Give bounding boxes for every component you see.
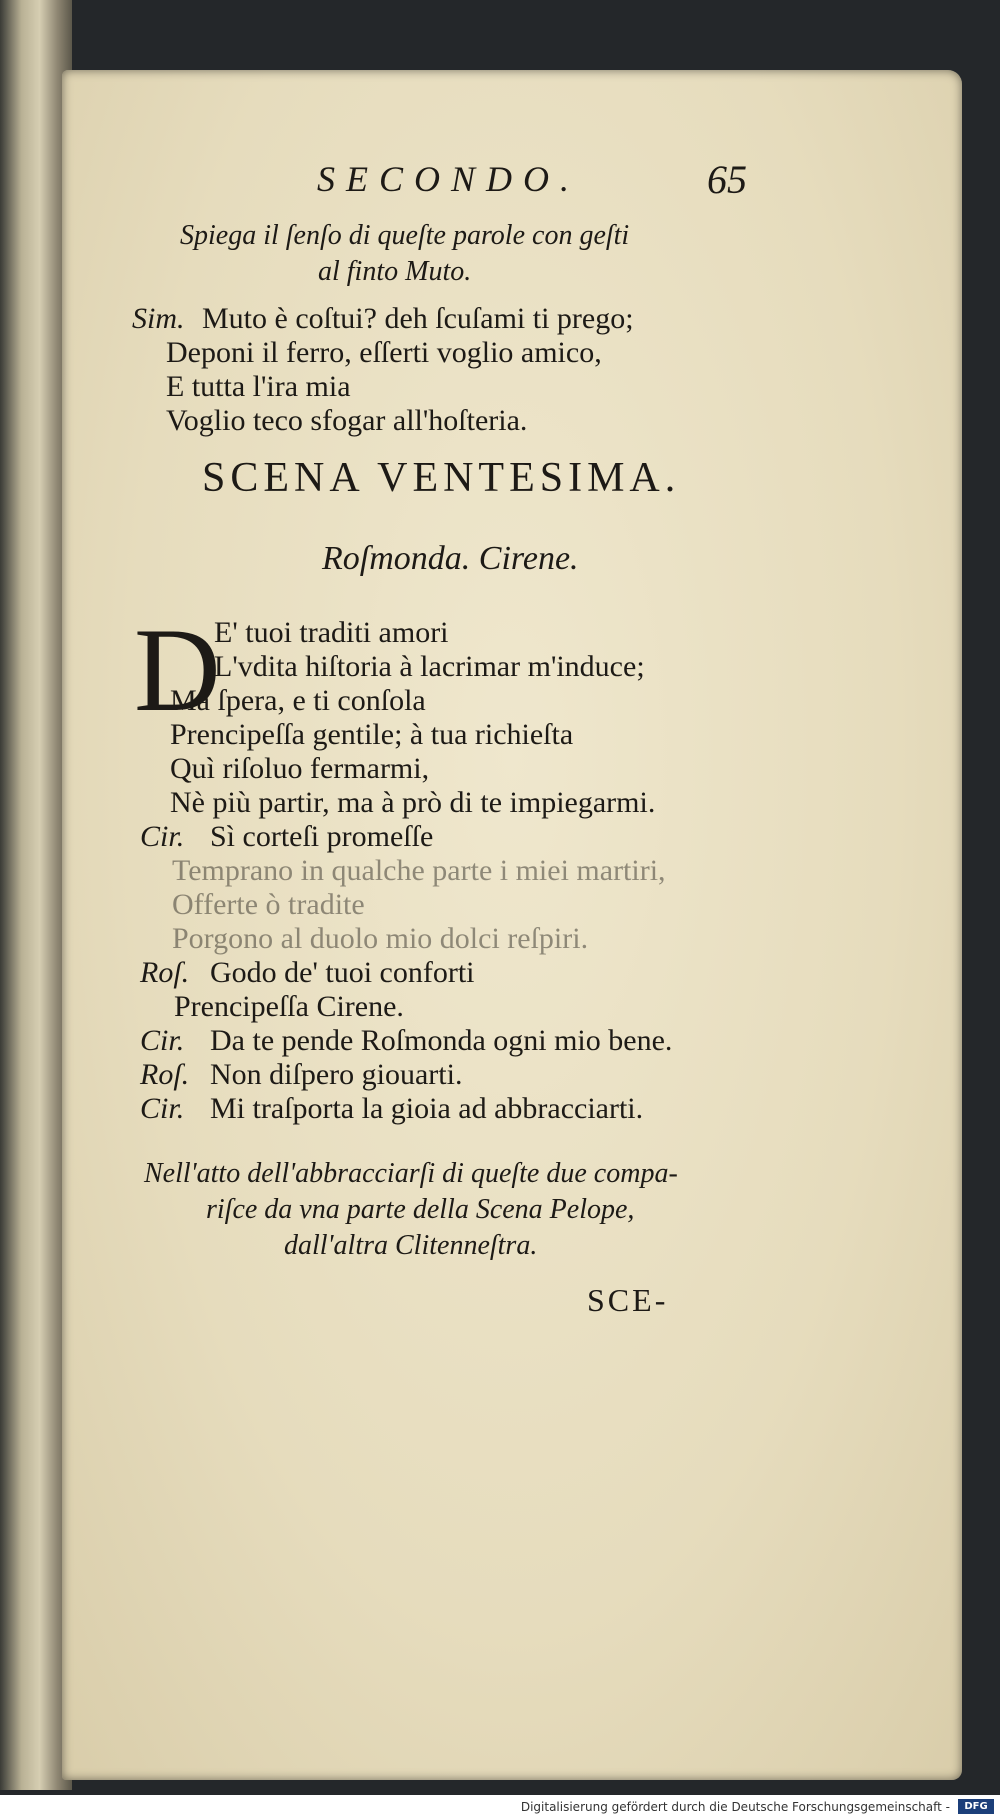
- verse-text: Sì corteſi promeſſe: [210, 820, 434, 853]
- verse-text: Godo de' tuoi conforti: [210, 956, 475, 989]
- dfg-logo: DFG: [958, 1799, 994, 1814]
- speech-line: [140, 956, 475, 990]
- scene-characters: Roſmonda. Cirene.: [322, 540, 579, 577]
- speaker-label: Cir.: [140, 1024, 185, 1057]
- verse-line: Voglio teco sfogar all'hoſteria.: [166, 404, 528, 437]
- speech-line: [140, 1024, 672, 1058]
- book-page: [62, 70, 962, 1780]
- verse-line: L'vdita hiſtoria à lacrimar m'induce;: [214, 650, 645, 683]
- speech-line: [132, 302, 634, 336]
- verse-text: Non diſpero giouarti.: [210, 1058, 463, 1091]
- speaker-label: Roſ.: [140, 1058, 190, 1091]
- page-number: 65: [707, 157, 747, 202]
- stage-direction-line: riſce da vna parte della Scena Pelope,: [206, 1194, 635, 1225]
- scene-title: SCENA VENTESIMA.: [202, 455, 681, 501]
- speech-line: [140, 1058, 462, 1092]
- running-head: SECONDO.: [317, 159, 581, 199]
- verse-text: Mi traſporta la gioia ad abbracciarti.: [210, 1092, 644, 1125]
- verse-line: Ma ſpera, e ti conſola: [170, 684, 426, 717]
- digitization-footer: [0, 1795, 1000, 1819]
- stage-direction-line: Nell'atto dell'abbracciarſi di queſte due compa-: [144, 1158, 678, 1189]
- speaker-label: Cir.: [140, 820, 185, 853]
- stage-direction-line: al finto Muto.: [318, 256, 472, 287]
- drop-cap-initial: D: [134, 603, 221, 736]
- speech-line: [140, 1092, 643, 1126]
- verse-line: E tutta l'ira mia: [166, 370, 351, 403]
- verse-line: Temprano in qualche parte i miei martiri,: [172, 854, 666, 887]
- verse-line: E' tuoi traditi amori: [214, 616, 449, 649]
- verse-text: Da te pende Roſmonda ogni mio bene.: [210, 1024, 673, 1057]
- speaker-label: Cir.: [140, 1092, 185, 1125]
- verse-line: Prencipeſſa gentile; à tua richieſta: [170, 718, 574, 751]
- speech-line: [140, 820, 433, 854]
- stage-direction-line: Spiega il ſenſo di queſte parole con geſti: [180, 220, 630, 251]
- verse-line: Offerte ò tradite: [172, 888, 365, 921]
- speaker-label: Sim.: [132, 302, 185, 335]
- footer-credit: Digitalisierung gefördert durch die Deutsche Forschungsgemeinschaft -: [520, 1800, 950, 1814]
- verse-line: Porgono al duolo mio dolci reſpiri.: [172, 922, 589, 955]
- verse-line: Prencipeſſa Cirene.: [174, 990, 404, 1023]
- verse-text: Muto è coſtui? deh ſcuſami ti prego;: [202, 302, 634, 335]
- verse-line: Deponi il ferro, eſſerti voglio amico,: [166, 336, 602, 369]
- verse-line: Nè più partir, ma à prò di te impiegarmi.: [170, 786, 656, 819]
- speaker-label: Roſ.: [140, 956, 190, 989]
- catchword: SCE-: [587, 1282, 669, 1318]
- stage-direction-line: dall'altra Clitenneſtra.: [284, 1230, 538, 1261]
- verse-line: Quì riſoluo fermarmi,: [170, 752, 430, 785]
